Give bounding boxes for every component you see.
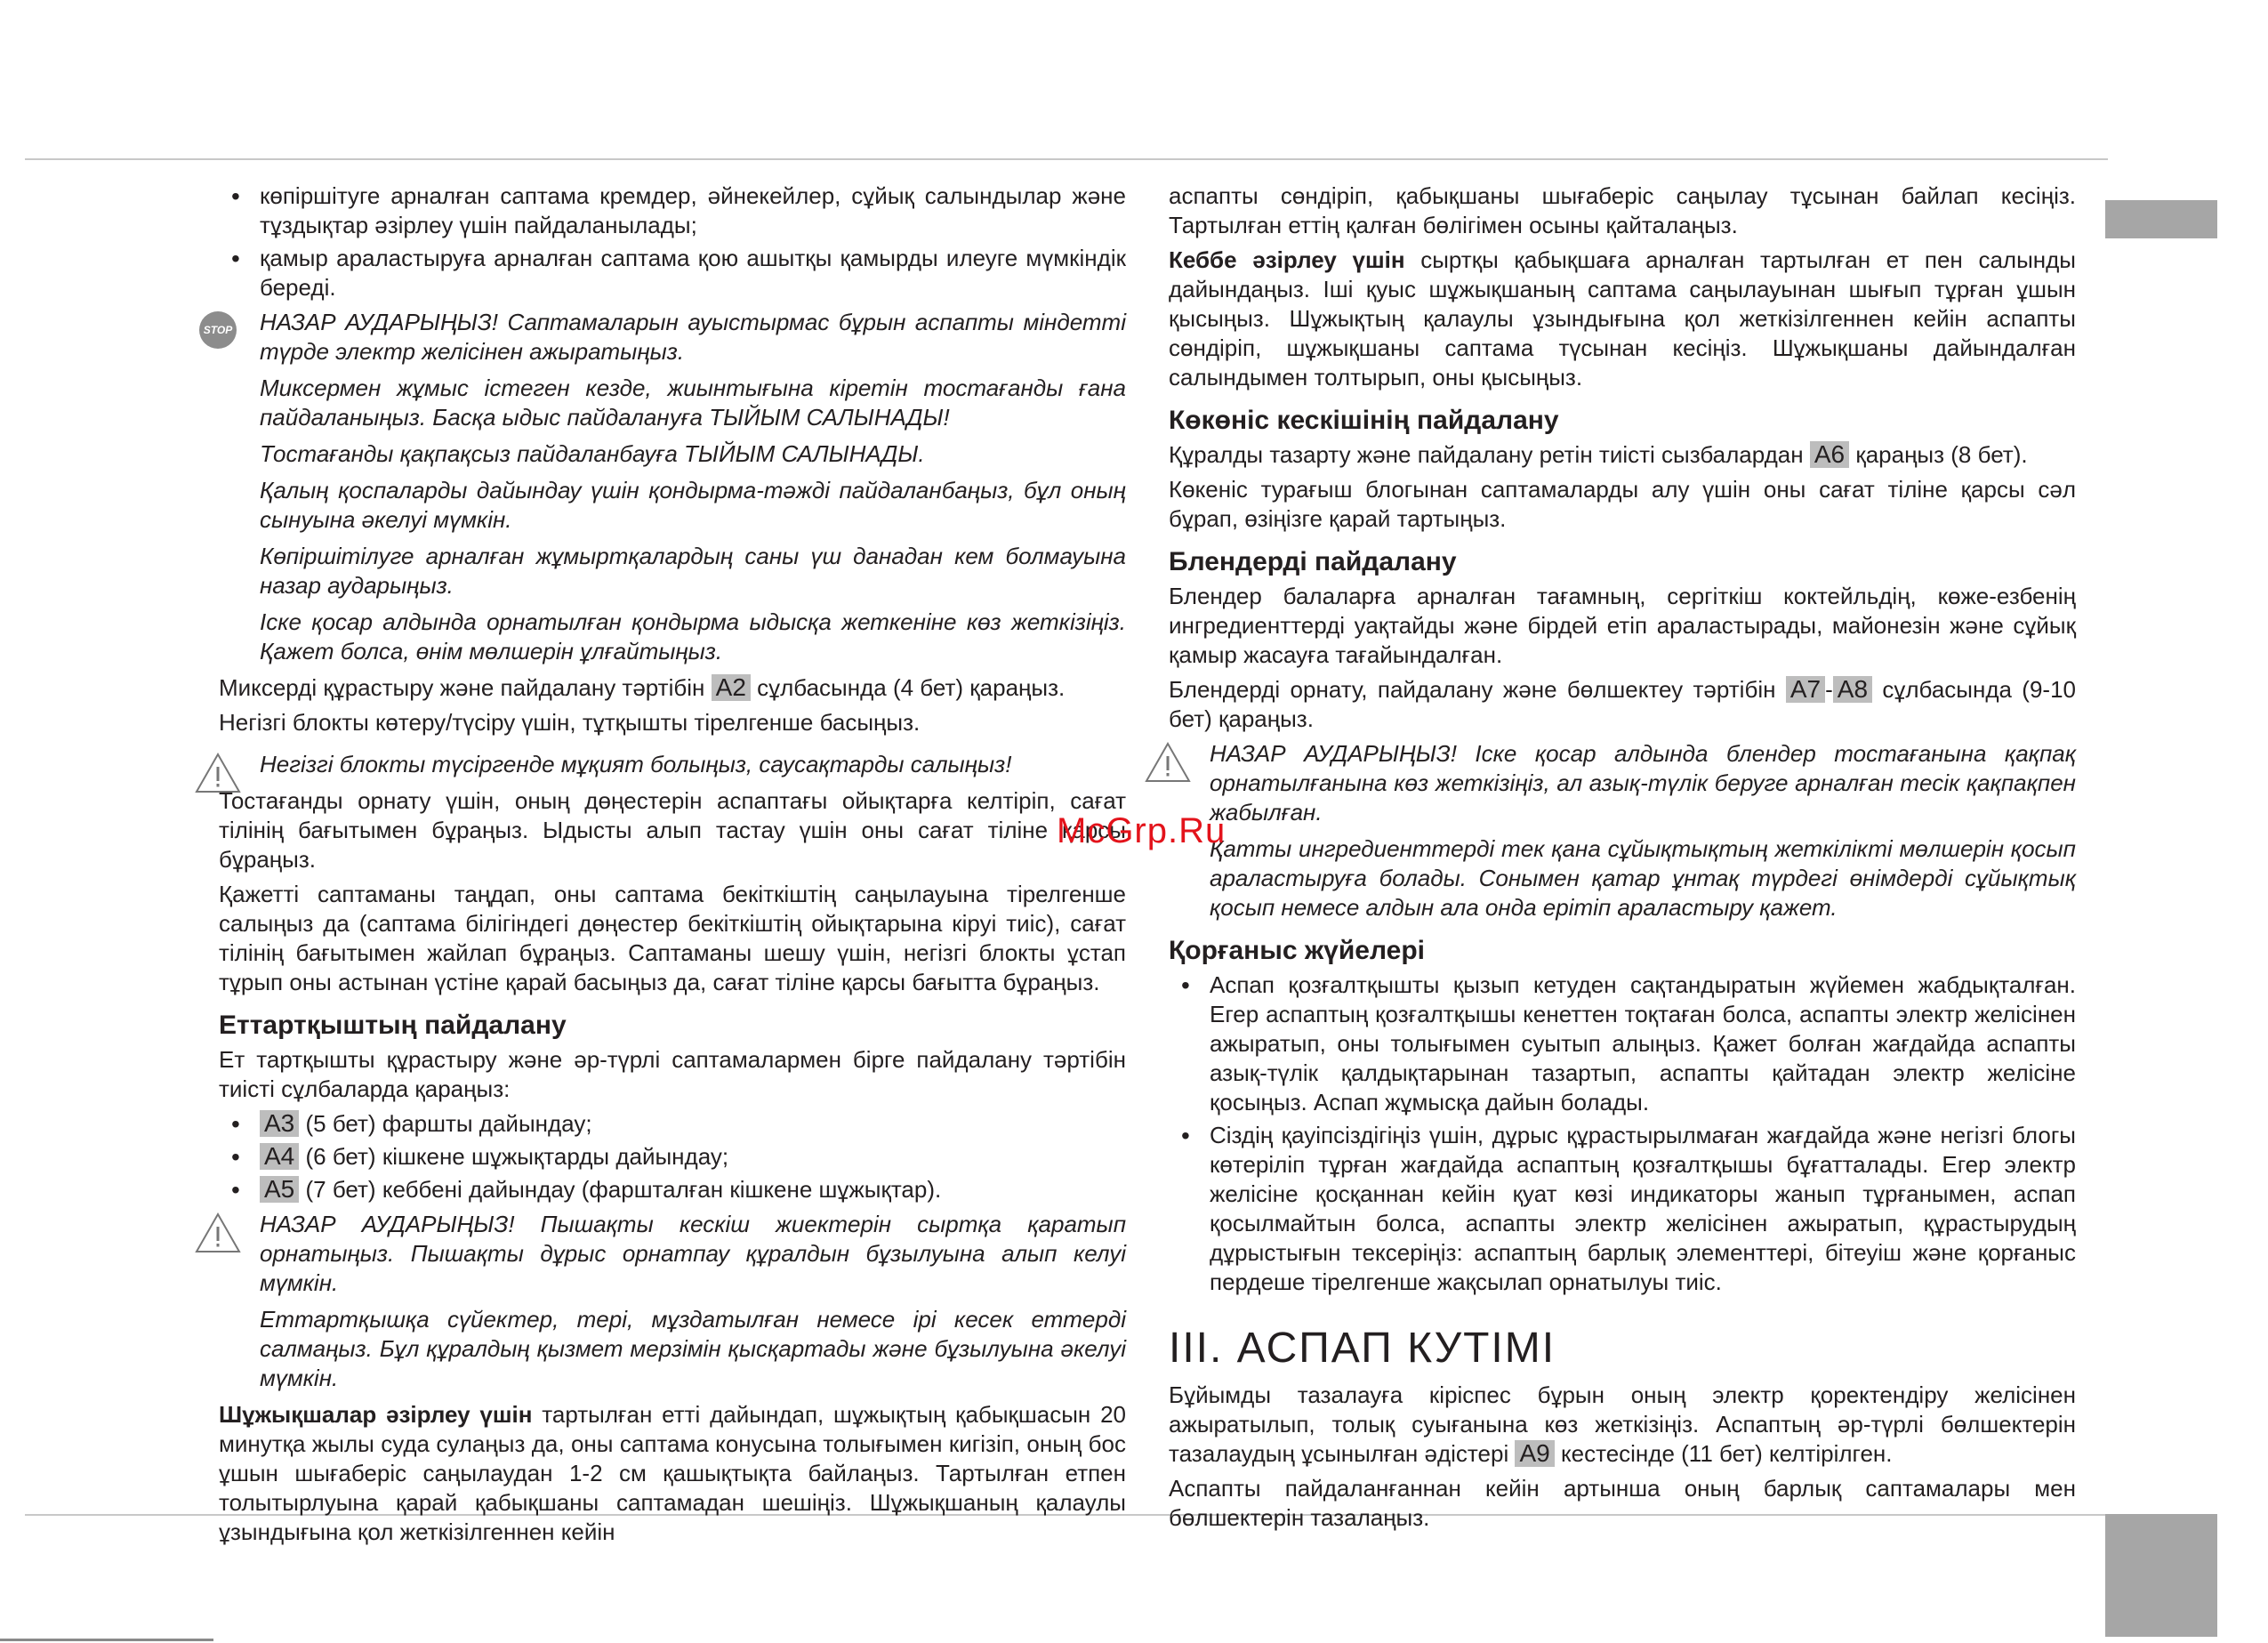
- warning-text: Көпіршітілуге арналған жұмыртқалардың саны үш данадан кем болмауына назар аударыңыз.: [260, 543, 1126, 599]
- figure-ref-a9: A9: [1515, 1440, 1554, 1467]
- warning-text: НАЗАР АУДАРЫҢЫЗ! Пышақты кескіш жиектерін сыртқа қаратып орнатыңыз. Пышақты дұрыс орнатпау құралдын бұзылуына алып келуі мүмкін.: [260, 1211, 1126, 1296]
- attachments-list: [219, 181, 1126, 302]
- figure-ref-a5: A5: [260, 1176, 299, 1203]
- stop-icon: STOP: [199, 311, 237, 349]
- bowl-install-text: Тостағанды орнату үшін, оның дөңестерін аспаптағы ойықтарға келтіріп, сағат тілінің бағытымен бұраңыз. Ыдысты алып тастау үшін оны сағат тіліне қарсы бұраңыз.: [219, 787, 1126, 873]
- figure-ref-a7: A7: [1786, 676, 1825, 703]
- mincer-intro-text: Ет тартқышты құрастыру және әр-түрлі саптамалармен бірге пайдалану тәртібін тиісті сұлбаларда қараңыз:: [219, 1046, 1126, 1102]
- caution-block: [219, 750, 1126, 779]
- warning-triangle-icon: [194, 1212, 242, 1254]
- bottom-left-line: [0, 1639, 213, 1641]
- figure-ref-a4: A4: [260, 1143, 299, 1170]
- section-heading-protection: Қорғаныс жүйелері: [1169, 936, 1425, 965]
- lift-block-text: Негізгі блокты көтеру/түсіру үшін, тұтқышты тірелгенше басыңыз.: [219, 709, 921, 736]
- section-heading-blender: Блендерді пайдалану: [1169, 547, 1457, 576]
- top-rule: [25, 158, 2108, 160]
- warning-text: Қатты ингредиенттерді тек қана сұйықтықтың жеткілікті мөлшерін қосып араластыруға болады. Сонымен қатар ұнтақ түрдегі өнімдерді сұйықтық қосып немесе алдын ала онда ерітіп араластыру қажет.: [1210, 835, 2076, 921]
- veg-cutter-remove-text: Көкеніс турағыш блогынан саптамаларды алу үшін оны сағат тіліне қарсы сәл бұрап, өзіңізге қарай тартыңыз.: [1169, 476, 2076, 532]
- warning-text: Тостағанды қақпақсыз пайдаланбауға ТЫЙЫМ САЛЫНАДЫ.: [260, 440, 925, 467]
- stop-warning-block: [203, 308, 1126, 666]
- list-item: • A4 (6 бет) кішкене шұжықтарды дайындау;: [219, 1142, 1126, 1172]
- warning-text: Еттартқышқа сүйектер, тері, мұздатылған немесе ірі кесек еттерді салмаңыз. Бұл құралдың қызмет мерзімін қысқартады және бұзылуына әкелуі мүмкін.: [260, 1306, 1126, 1391]
- watermark-text: McGrp.Ru: [1057, 811, 1226, 850]
- attachment-install-text: Қажетті саптаманы таңдап, оны саптама бекіткіштің саңылауына тірелгенше салыңыз да (саптама білігіндегі дөңестер бекіткіштің ойықтарына кіруі тиіс), сағат тілінің бағытымен жайлап бұраңыз. Саптаманы шешу үшін, негізгі блокты ұстап тұрып оны астынан үстіне қарай басыңыз да, сағат тіліне қарсы бағытта бұраңыз.: [219, 881, 1126, 995]
- warning-text: Миксермен жұмыс істеген кезде, жиынтығына кіретін тостағанды ғана пайдаланыңыз. Басқа ыдыс пайдалануға ТЫЙЫМ САЛЫНАДЫ!: [260, 375, 1126, 431]
- blender-intro-text: Блендер балаларға арналған тағамның, сергіткіш коктейльдің, көже-езбенің ингредиенттерді уақтайды және бірдей етіп араластырады, майонезін және сұйық қамыр жасауға тағайындалған.: [1169, 583, 2076, 668]
- care-text: Бұйымды тазалауға кіріспес бұрын оның электр қоректендіру желісінен ажыратылып, толық суығанына көз жеткізіңіз. Аспаптың әр-түрлі бөлшектерін тазалаудың ұсынылған әдістері A9 кестесінде (11 бет) келтірілген.: [1169, 1381, 2076, 1467]
- figure-ref-a2: A2: [712, 674, 751, 701]
- warning-triangle-icon: [194, 752, 242, 794]
- right-column: [1169, 181, 2076, 1538]
- page-corner-block: [2105, 1514, 2217, 1637]
- care-after-use-text: Аспапты пайдаланғаннан кейін артынша оның барлық саптамалары мен бөлшектерін тазалаңыз.: [1169, 1475, 2076, 1531]
- warning-text: Қалың қоспаларды дайындау үшін қондырма-тәжді пайдаланбаңыз, бұл оның сынуына әкелуі мүмкін.: [260, 477, 1126, 533]
- kebbe-text: Кеббе әзірлеу үшін сыртқы қабықшаға арналған тартылған ет пен салынды дайындаңыз. Іші қуыс шұжықшаның саптама саңылауынан шығып тұрған ұшын қысыңыз. Шұжықтың қалаулы ұзындығына қол жеткізілгеннен кейін аспапты сөндіріп, шұжықшаны саптама түсынан кесіңіз. Шұжықшаны дайындалған салындымен толтырып, оны қысыңыз.: [1169, 246, 2076, 391]
- warning-triangle-icon: [1144, 741, 1192, 784]
- left-column: [203, 181, 1126, 1552]
- list-item: • A5 (7 бет) кеббені дайындау (фаршталған кішкене шұжықтар).: [219, 1175, 1126, 1204]
- mincer-warning-block: [219, 1210, 1126, 1393]
- warning-text: Іске қосар алдында орнатылған қондырма ыдысқа жеткеніне көз жеткізіңіз. Қажет болса, өнім мөлшерін ұлғайтыңыз.: [260, 608, 1126, 664]
- list-item: • көпіршітуге арналған саптама кремдер, әйнекейлер, сұйық салындылар және тұздықтар әзірлеу үшін пайдаланылады;: [219, 181, 1126, 240]
- mincer-list: [219, 1109, 1126, 1204]
- protection-list: [1169, 970, 2076, 1297]
- section-heading-mincer: Еттартқыштың пайдалану: [219, 1011, 567, 1040]
- veg-cutter-text: Құралды тазарту және пайдалану ретін тиісті сызбалардан A6 қараңыз (8 бет).: [1169, 440, 2028, 468]
- caution-text: Негізгі блокты түсіргенде мұқият болыңыз, саусақтарды салыңыз!: [260, 751, 1012, 777]
- warning-text: НАЗАР АУДАРЫҢЫЗ! Саптамаларын ауыстырмас бұрын аспапты міндетті түрде электр желісінен ажыратыңыз.: [260, 309, 1126, 365]
- continued-text: аспапты сөндіріп, қабықшаны шығаберіс саңылау тұсынан байлап кесіңіз. Тартылған еттің қалған бөлігімен осыны қайталаңыз.: [1169, 182, 2076, 238]
- list-item: • қамыр араластыруға арналған саптама қою ашытқы қамырды илеуге мүмкіндік береді.: [219, 244, 1126, 302]
- chapter-heading-care: III. АСПАП КУТІМІ: [1169, 1325, 1556, 1372]
- figure-ref-a8: A8: [1833, 676, 1872, 703]
- blender-assembly-text: Блендерді орнату, пайдалану және бөлшектеу тәртібін A7 - A8 сұлбасында (9-10 бет) қараңыз.: [1169, 675, 2076, 732]
- section-tab-marker: [2105, 200, 2217, 238]
- warning-text: НАЗАР АУДАРЫҢЫЗ! Іске қосар алдында блендер тостағанына қақпақ орнатылғанына көз жеткізіңіз, ал азық-түлік беруге арналған тесік қақпақпен жабылған.: [1210, 740, 2076, 826]
- section-heading-vegetable-cutter: Көкөніс кескішінің пайдалану: [1169, 406, 1559, 435]
- list-item: • Сіздің қауіпсіздігіңіз үшін, дұрыс құрастырылмаған жағдайда және негізгі блогы көтеріліп тұрған жағдайда аспаптың қозғалтқышы бұғатталады. Егер электр желісіне қосқаннан кейін қуат көзі индикаторы жанып тұрғанымен, аспап қосылмайтын болса, аспапты электр желісінен ажыратып, құрастырудың дұрыстығын тексеріңіз: аспаптың барлық элементтері, бітеуіш және қорғаныс пердеше тірелгенше жақсылап орнатылуы тиіс.: [1169, 1121, 2076, 1297]
- mixer-assembly-text: Миксерді құрастыру және пайдалану тәртібін A2 сұлбасында (4 бет) қараңыз.: [219, 673, 1066, 701]
- figure-ref-a6: A6: [1810, 441, 1849, 468]
- list-item: • A3 (5 бет) фаршты дайындау;: [219, 1109, 1126, 1139]
- sausage-text: Шұжықшалар әзірлеу үшін тартылған етті дайындап, шұжықтың қабықшасын 20 минутқа жылы суда сулаңыз да, оны саптама конусына толығымен кигізіп, оның бос ұшын шығаберіс саңылаудан 1-2 см қашықтықта байлаңыз. Тартылған етпен толытырлуына қарай қабықшаны саптамадан шешіңіз. Шұжықшаның қалаулы ұзындығына қол жеткізілгеннен кейін: [219, 1401, 1126, 1545]
- list-item: • Аспап қозғалтқышты қызып кетуден сақтандыратын жүйемен жабдықталған. Егер аспаптың қозғалтқышы кенеттен тоқтаған болса, аспапты электр желісінен ажыратып, оны толығымен суытып алыңыз. Қажет болған жағдайда аспапты азық-түлік қалдықтарынан тазартып, аспапты қайтадан электр желісіне қосыңыз. Аспап жұмысқа дайын болады.: [1169, 970, 2076, 1117]
- blender-warning-block: [1169, 739, 2076, 922]
- figure-ref-a3: A3: [260, 1110, 299, 1137]
